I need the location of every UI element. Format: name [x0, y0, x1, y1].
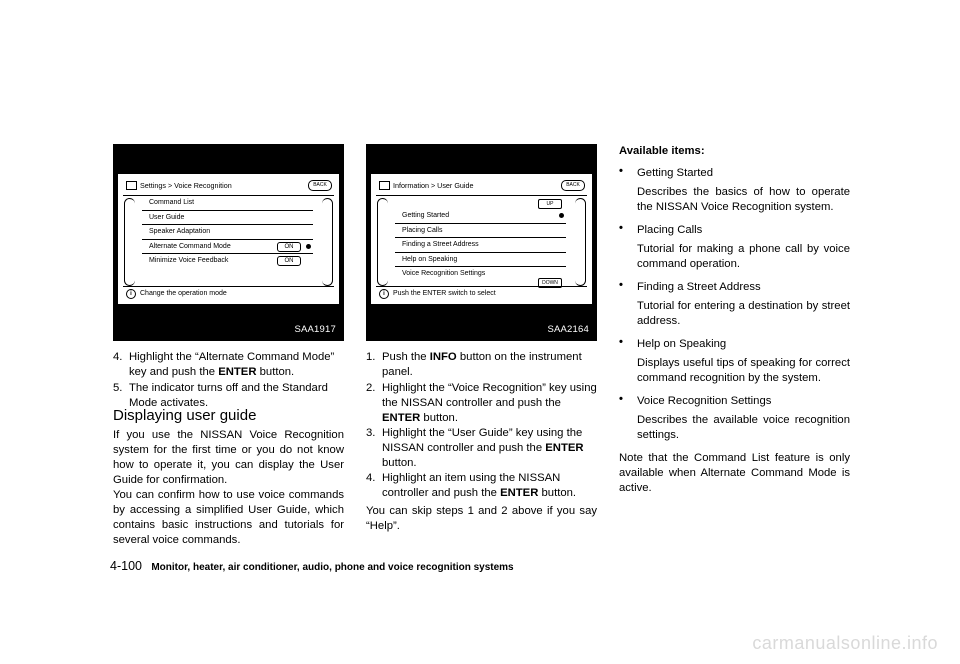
- screen-title: Settings > Voice Recognition: [140, 181, 232, 190]
- figure-id: SAA1917: [294, 324, 336, 335]
- paragraph: If you use the NISSAN Voice Recognition system for the first time or you do not know how to operate it, you can display the User Guide for confirmation.: [113, 429, 344, 486]
- screen-footer: Push the ENTER switch to select: [393, 290, 496, 297]
- figure-settings-voice-recognition: [113, 144, 344, 341]
- on-indicator: ON: [277, 242, 301, 252]
- menu-list: [142, 196, 313, 268]
- menu-item: Placing Calls: [395, 224, 566, 239]
- info-icon: i: [379, 289, 389, 299]
- screen-user-guide: [371, 174, 592, 304]
- step-3: 3. Highlight the “User Guide” key using the NISSAN controller and push the ENTER button.: [366, 427, 584, 469]
- menu-item: Speaker Adaptation: [142, 225, 313, 240]
- section-heading: Displaying user guide: [113, 407, 257, 424]
- page-footer: [110, 559, 514, 573]
- scroll-rail-left: [124, 198, 135, 286]
- page-number: 4-100: [110, 559, 142, 573]
- down-button: DOWN: [538, 278, 562, 288]
- scroll-rail-left: [377, 198, 388, 286]
- available-items: [619, 144, 850, 496]
- paragraph: You can confirm how to use voice commands by accessing a simplified User Guide, which contains basic instructions and tutorials for several voice commands.: [113, 489, 344, 546]
- menu-list: [395, 209, 566, 281]
- list-item: • Placing Calls: [619, 222, 703, 236]
- menu-item: Alternate Command Mode ON: [142, 240, 313, 255]
- divider: [376, 286, 587, 287]
- info-icon: i: [126, 289, 136, 299]
- divider: [123, 286, 334, 287]
- chapter-title: Monitor, heater, air conditioner, audio, phone and voice recognition systems: [151, 562, 514, 573]
- item-description: Describes the available voice recognition settings.: [637, 414, 850, 441]
- item-description: Tutorial for entering a destination by street address.: [637, 300, 850, 327]
- list-item: • Voice Recognition Settings: [619, 393, 772, 407]
- menu-item: Minimize Voice Feedback ON: [142, 254, 313, 268]
- information-icon: [379, 181, 390, 190]
- screen-settings: [118, 174, 339, 304]
- list-item: • Getting Started: [619, 165, 713, 179]
- menu-item: Getting Started: [395, 209, 566, 224]
- paragraph: You can skip steps 1 and 2 above if you say “Help”.: [366, 505, 597, 532]
- screen-title: Information > User Guide: [393, 181, 474, 190]
- menu-item: Help on Speaking: [395, 253, 566, 268]
- list-item: • Help on Speaking: [619, 336, 727, 350]
- step-1: 1. Push the INFO button on the instrument panel.: [366, 351, 582, 378]
- menu-item: Finding a Street Address: [395, 238, 566, 253]
- figure-id: SAA2164: [547, 324, 589, 335]
- step-4b: 4. Highlight an item using the NISSAN controller and push the ENTER button.: [366, 472, 577, 499]
- back-button: BACK: [308, 180, 332, 191]
- note-paragraph: Note that the Command List feature is only available when Alternate Command Mode is active.: [619, 452, 850, 494]
- watermark: carmanualsonline.info: [752, 633, 938, 653]
- list-item: • Finding a Street Address: [619, 279, 761, 293]
- menu-item: Command List: [142, 196, 313, 211]
- item-description: Tutorial for making a phone call by voice command operation.: [637, 243, 850, 270]
- scroll-rail-right: [575, 198, 586, 286]
- item-description: Displays useful tips of speaking for correct command recognition by the system.: [637, 357, 850, 384]
- back-button: BACK: [561, 180, 585, 191]
- available-items-heading: Available items:: [619, 145, 705, 157]
- on-indicator: ON: [277, 256, 301, 266]
- settings-icon: [126, 181, 137, 190]
- figure-information-user-guide: [366, 144, 597, 341]
- up-button: UP: [538, 199, 562, 209]
- scroll-rail-right: [322, 198, 333, 286]
- cursor-dot-icon: [306, 244, 311, 249]
- step-2: 2. Highlight the “Voice Recognition” key using the NISSAN controller and push the ENTER button.: [366, 382, 597, 424]
- screen-footer: Change the operation mode: [140, 290, 227, 297]
- step-5: 5. The indicator turns off and the Standard Mode activates.: [113, 382, 328, 409]
- item-description: Describes the basics of how to operate the NISSAN Voice Recognition system.: [637, 186, 850, 213]
- step-4: 4. Highlight the “Alternate Command Mode” key and push the ENTER button.: [113, 351, 335, 378]
- menu-item: User Guide: [142, 211, 313, 226]
- cursor-dot-icon: [559, 213, 564, 218]
- menu-item: Voice Recognition Settings: [402, 270, 486, 277]
- divider: [376, 195, 587, 196]
